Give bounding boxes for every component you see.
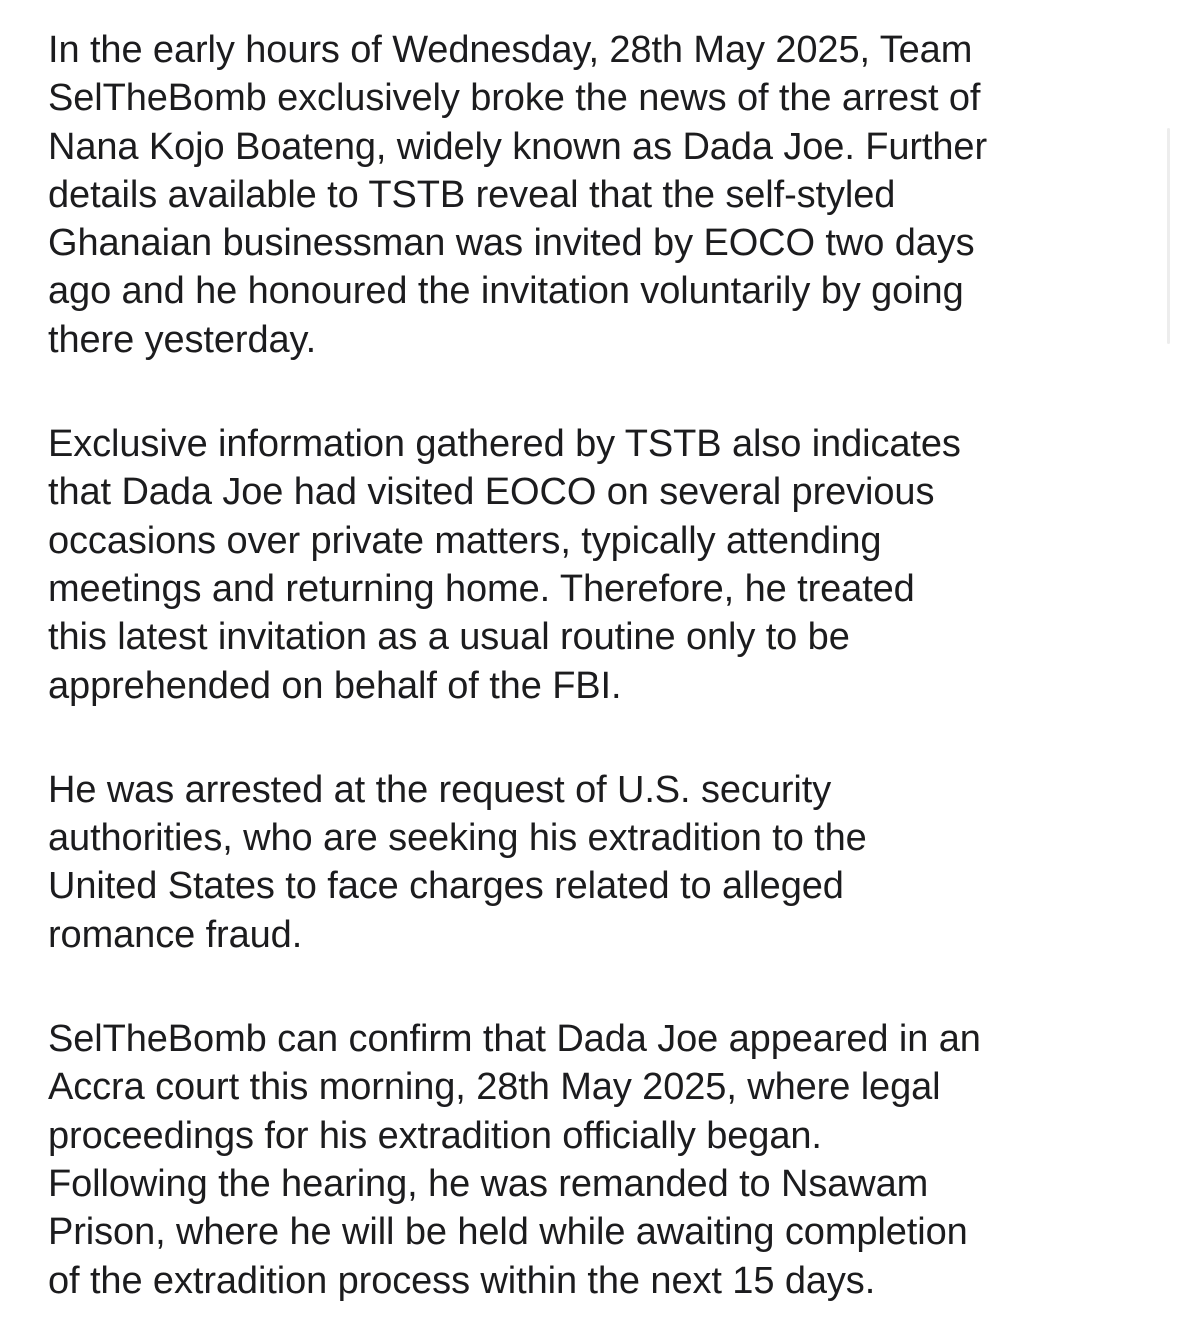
paragraph-arrest-news: In the early hours of Wednesday, 28th May 2025, Team SelTheBomb exclusively broke the news of the arrest of Nana Kojo Boateng, widely known as Dada Joe. Further details available to TSTB reveal that the self-styled Ghanaian businessman was invited by EOCO two days ago and he honoured the invitation voluntarily by going there yesterday. <box>48 29 988 361</box>
article-body <box>48 26 1148 1305</box>
paragraph-court-appearance: SelTheBomb can confirm that Dada Joe appeared in an Accra court this morning, 28th May 2025, where legal proceedings for his extradition officially began. Following the hearing, he was remanded to Nsawam Prison, where he will be held while awaiting completion of the extradition process within the next 15 days. <box>48 1018 981 1302</box>
paragraph-eoco-visits: Exclusive information gathered by TSTB also indicates that Dada Joe had visited EOCO on several previous occasions over private matters, typically attending meetings and returning home. Therefore, he treated this latest invitation as a usual routine only to be apprehended on behalf of the FBI. <box>48 423 961 707</box>
paragraph-us-extradition-request: He was arrested at the request of U.S. security authorities, who are seeking his extradition to the United States to face charges related to alleged romance fraud. <box>48 768 867 956</box>
scroll-indicator[interactable] <box>1167 128 1170 344</box>
